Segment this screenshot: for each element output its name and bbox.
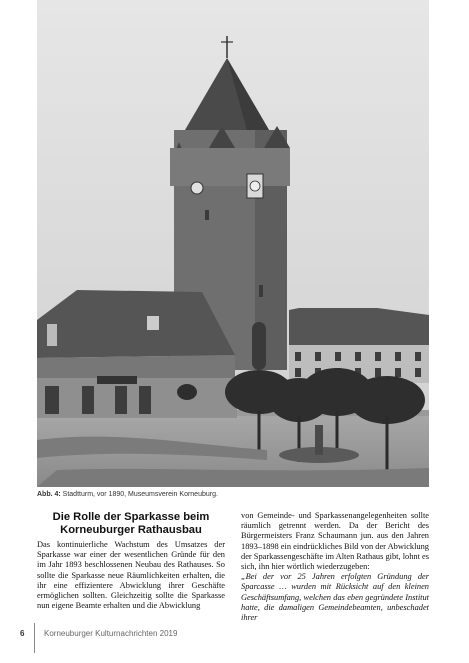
article-quote: „Bei der vor 25 Jahren erfolgten Gründung der Sparcasse … wurden mit Rücksicht auf den kleinen Geschäftsumfang, welchen das eben gegründete Institut hatte, die damaligen Gemeindebeamten, unbeschadet ihrer xyxy=(241,572,429,623)
article-column-right xyxy=(241,511,429,623)
article-paragraph-continued: von Gemeinde- und Sparkassenangelegenheiten sollte räumlich getrennt werden. Da der Bericht des Bürgermeisters Franz Schaumann jun. aus den Jahren 1893–1898 ein eindrückliches Bild von der Abwicklung der Sparkassengeschäfte im Alten Rathaus gibt, lohnt es sich, ihn hier wörtlich wiederzugeben: xyxy=(241,511,429,572)
page-number: 6 xyxy=(20,629,25,638)
article-paragraph: Das kontinuierliche Wachstum des Umsatzes der Sparkasse war einer der wesentlichen Gründe für den im Jahr 1893 beschlossenen Neubau des Rathauses. So sollte die Sparkasse neue Räumlichkeiten erhalten, die ihr eine effizientere Abwicklung ihrer Geschäfte ermöglichen sollten. Gleichzeitig sollte die Sparkasse nun eigene Beamte erhalten und die Abwicklung xyxy=(37,540,225,611)
publication-title: Korneuburger Kulturnachrichten 2019 xyxy=(44,629,178,638)
figure-caption-label: Abb. 4: xyxy=(37,491,61,498)
figure-caption-text: Stadtturm, vor 1890, Museumsverein Korneuburg. xyxy=(60,491,218,498)
article-heading: Die Rolle der Sparkasse beim Korneuburger Rathausbau xyxy=(52,511,210,536)
footer-divider xyxy=(34,623,35,653)
historic-photo-stadtturm xyxy=(37,0,429,487)
article-column-left xyxy=(37,511,225,611)
figure-caption xyxy=(37,490,429,499)
